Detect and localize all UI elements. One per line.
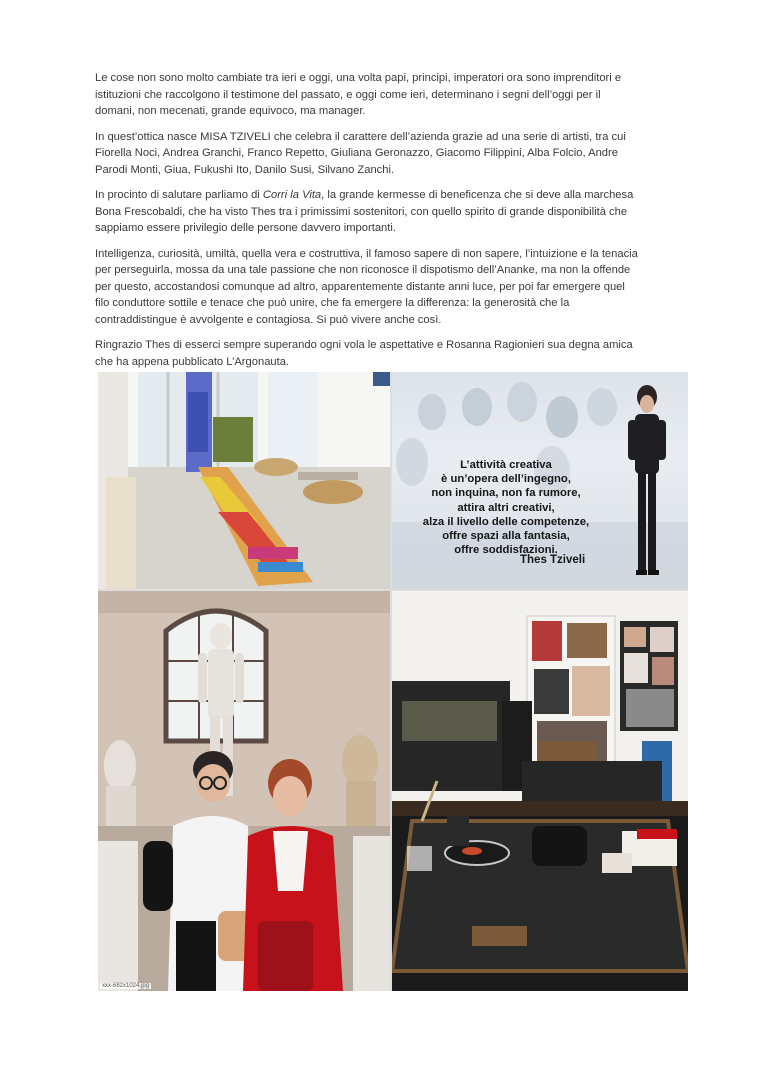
office-photo (98, 372, 390, 589)
quote-line: è un’opera dell’ingegno, (441, 473, 571, 486)
quote-line: offre soddisfazioni. (454, 544, 558, 557)
quote-photo (392, 372, 688, 589)
paragraph-3 (95, 187, 640, 237)
p3-text-before: In procinto di salutare parliamo di (95, 189, 263, 201)
quote-text (408, 458, 604, 557)
article-text (95, 70, 640, 379)
event-name: Corri la Vita (262, 189, 322, 201)
quote-author: Thes Tziveli (520, 554, 586, 566)
quote-line: non inquina, non fa rumore, (431, 487, 581, 500)
paragraph-5: Ringrazio Thes di esserci sempre superando ogni vola le aspettative e Rosanna Ragionieri sua degna amica che ha appena pubblicato L’Argonauta. (95, 339, 633, 368)
quote-line: L’attività creativa (460, 459, 552, 471)
p3-text-after: , la grande kermesse di beneficenza che si deve alla marchesa Bona Frescobaldi, che ha visto Thes tra i primissimi sostenitori, con quello spirito di grande disponibilità che sappiamo essere privilegio delle persone davvero importanti. (95, 189, 634, 234)
photo-collage (98, 372, 688, 991)
image-filename: xxx-682x1024.jpg (102, 983, 150, 989)
desk-scene (392, 591, 688, 991)
quote-line: alza il livello delle competenze, (422, 515, 590, 528)
paragraph-4: Intelligenza, curiosità, umiltà, quella vera e costruttiva, il famoso sapere di non sapere, l’intuizione e la tenacia per perseguirla, mossa da una tale passione che non riconosce il dispotismo dell’Ananke, ma non la offende per questo, accostandosi comunque ad altro, apparentemente distante anni luce, per poi far emergere quel filo conduttore sottile e tenace che può unire, che fa emergere la differenza: la generosità che la contraddistingue è avvolgente e contagiosa. Si può vivere anche così. (95, 247, 638, 326)
desk-photo (392, 591, 688, 991)
paragraph-2: In quest’ottica nasce MISA TZIVELI che celebra il carattere dell’azienda grazie ad una serie di artisti, tra cui Fiorella Noci, Andrea Granchi, Franco Repetto, Giuliana Geronazzo, Giacomo Filippini, Alba Folcio, Andre Parodi Monti, Giua, Fukushi Ito, Danilo Susi, Silvano Zanchi. (95, 130, 626, 176)
museum-scene (98, 591, 390, 991)
quote-line: attira altri creativi, (457, 501, 555, 514)
museum-photo (98, 591, 390, 991)
quote-line: offre spazi alla fantasia, (442, 530, 570, 543)
office-scene (98, 372, 390, 589)
paragraph-1: Le cose non sono molto cambiate tra ieri e oggi, una volta papi, principi, imperatori ora sono imprenditori e istituzioni che raccolgono il testimone del passato, e oggi come ieri, determinano i segni dell’oggi per il domani, non mecenati, grande equivoco, ma manager. (95, 72, 622, 117)
